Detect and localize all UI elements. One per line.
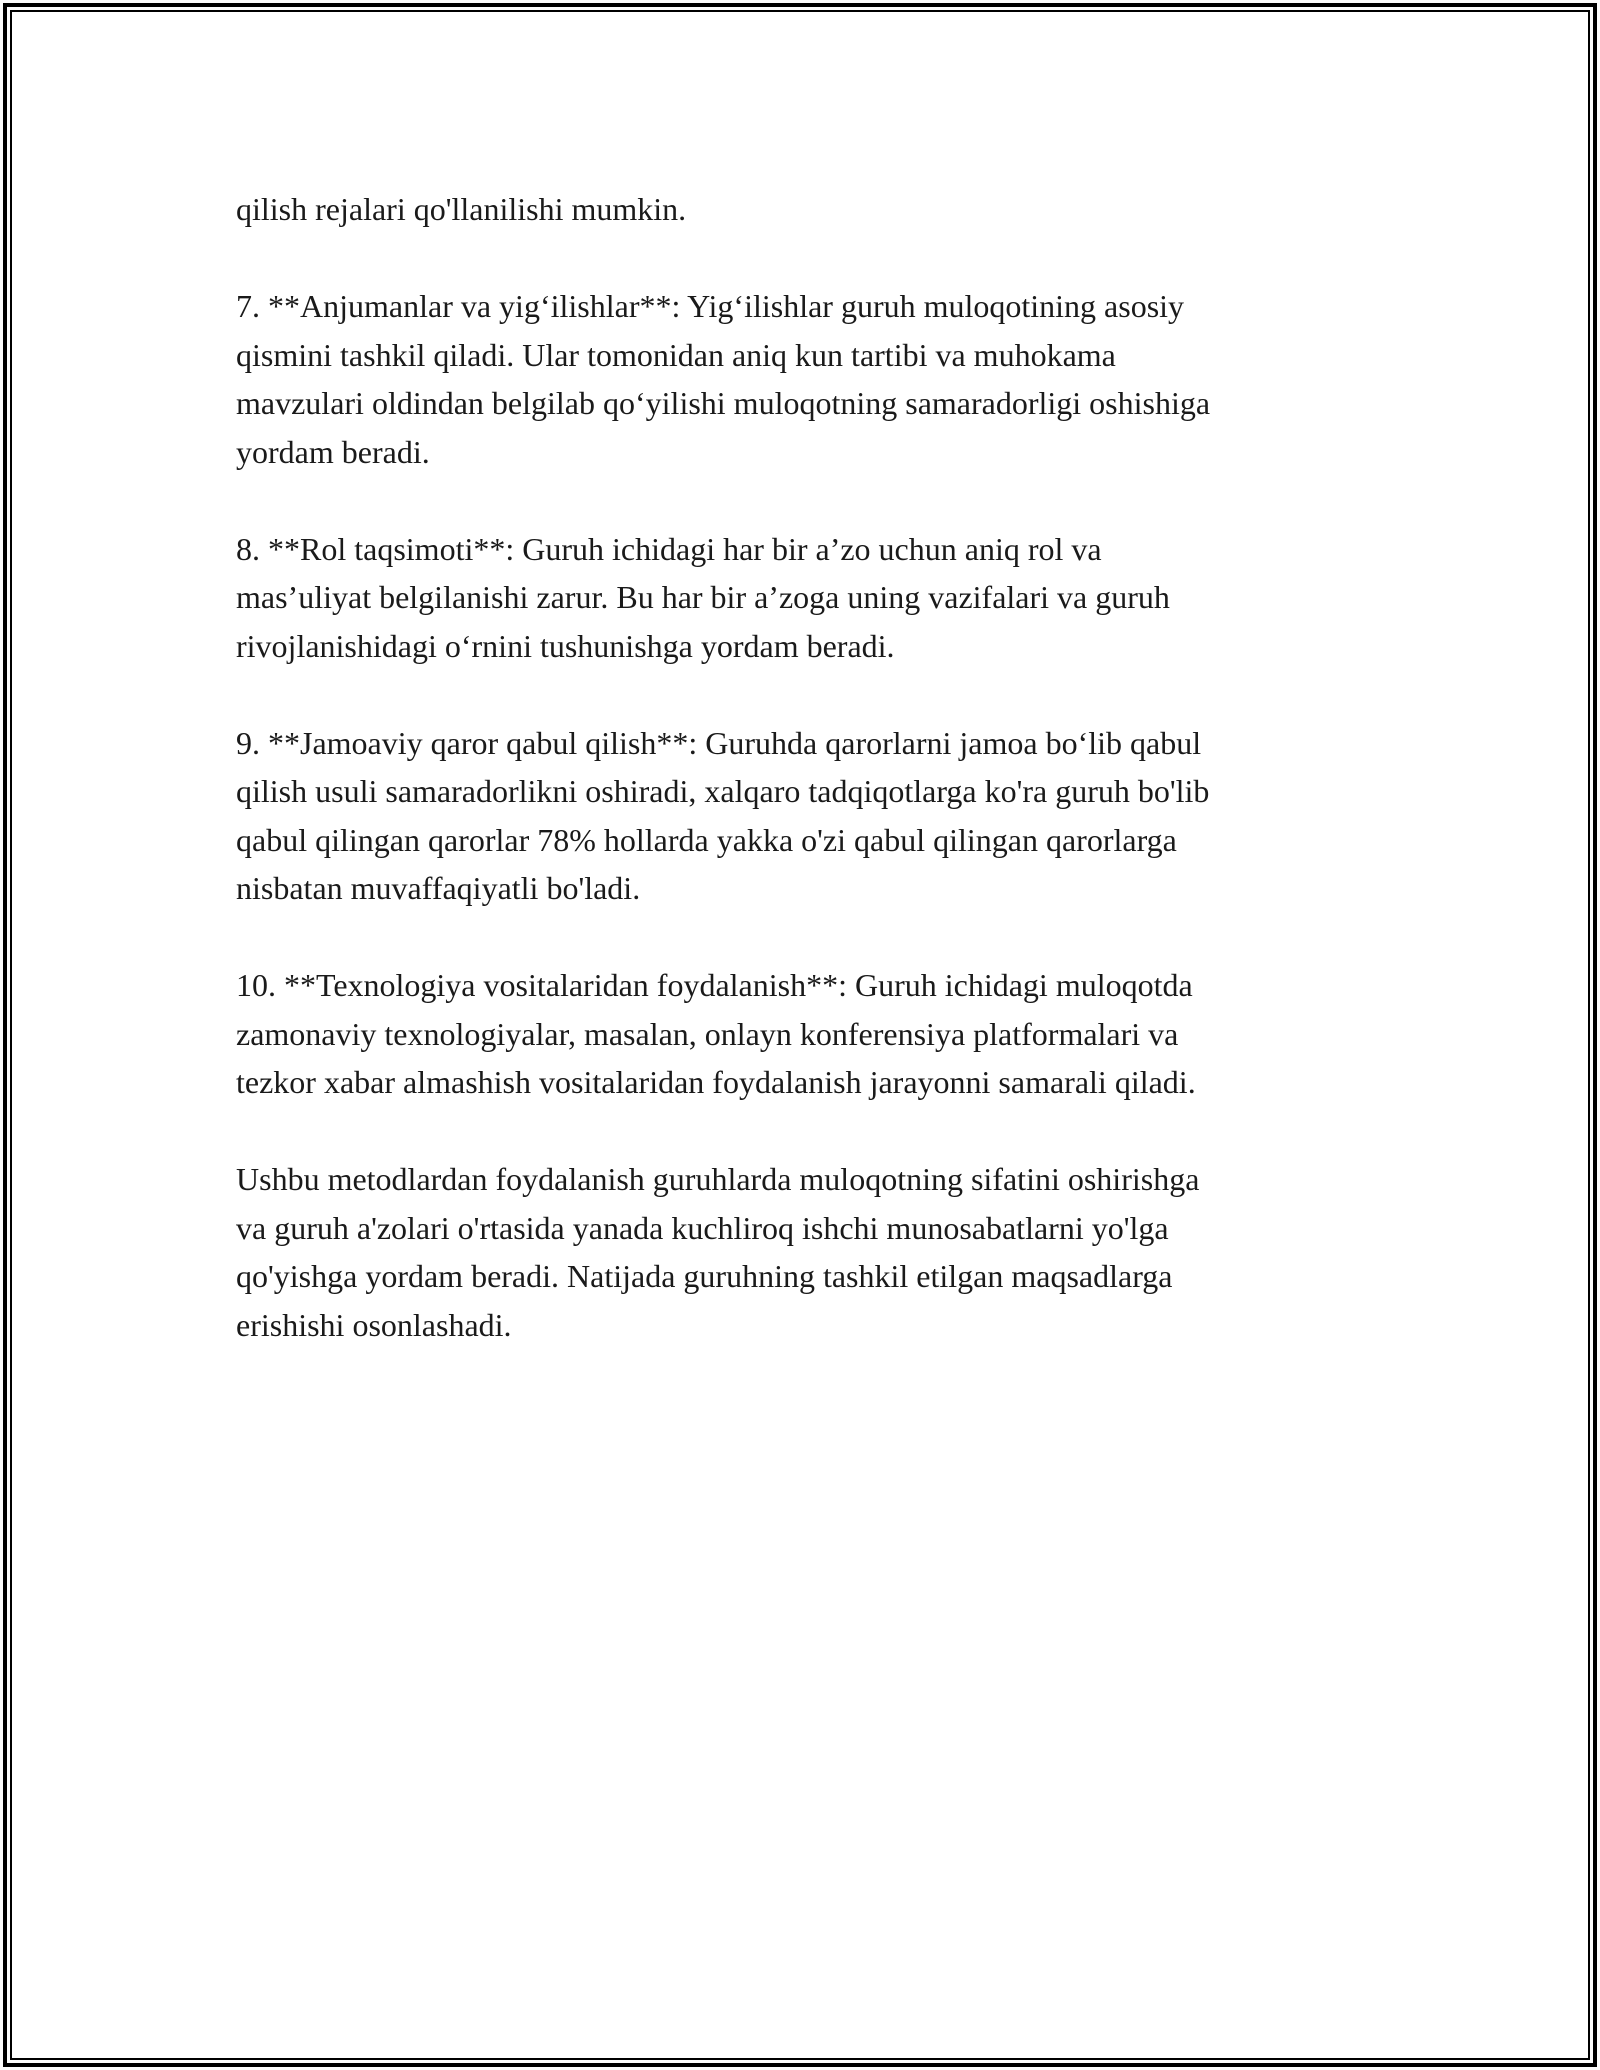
paragraph-item-8: 8. **Rol taqsimoti**: Guruh ichidagi har bir a’zo uchun aniq rol va mas’uliyat belgilanishi zarur. Bu har bir a’zoga uning vazifalari va guruh rivojlanishidagi o‘rnini tushunishga yordam beradi. [236, 530, 1170, 664]
paragraph-item-7: 7. **Anjumanlar va yig‘ilishlar**: Yig‘ilishlar guruh muloqotining asosiy qismini tashkil qiladi. Ular tomonidan aniq kun tartibi va muhokama mavzulari oldindan belgilab qo‘yilishi muloqotning samaradorligi oshishiga yordam beradi. [236, 288, 1211, 470]
paragraph-item-10: 10. **Texnologiya vositalaridan foydalanish**: Guruh ichidagi muloqotda zamonaviy texnologiyalar, masalan, onlayn konferensiya platformalari va tezkor xabar almashish vositalaridan foydalanish jarayonni samarali qiladi. [236, 967, 1196, 1100]
paragraph-conclusion: Ushbu metodlardan foydalanish guruhlarda muloqotning sifatini oshirishga va guruh a'zolari o'rtasida yanada kuchliroq ishchi munosabatlarni yo'lga qo'yishga yordam beradi. Natijada guruhning tashkil etilgan maqsadlarga erishishi osonlashadi. [236, 1161, 1200, 1343]
document-body [236, 185, 1366, 1398]
paragraph-continuation: qilish rejalari qo'llanilishi mumkin. [236, 191, 687, 227]
paragraph-item-9: 9. **Jamoaviy qaror qabul qilish**: Guruhda qarorlarni jamoa bo‘lib qabul qilish usuli samaradorlikni oshiradi, xalqaro tadqiqotlarga ko'ra guruh bo'lib qabul qilingan qarorlar 78% hollarda yakka o'zi qabul qilingan qarorlarga nisbatan muvaffaqiyatli bo'ladi. [236, 724, 1210, 906]
